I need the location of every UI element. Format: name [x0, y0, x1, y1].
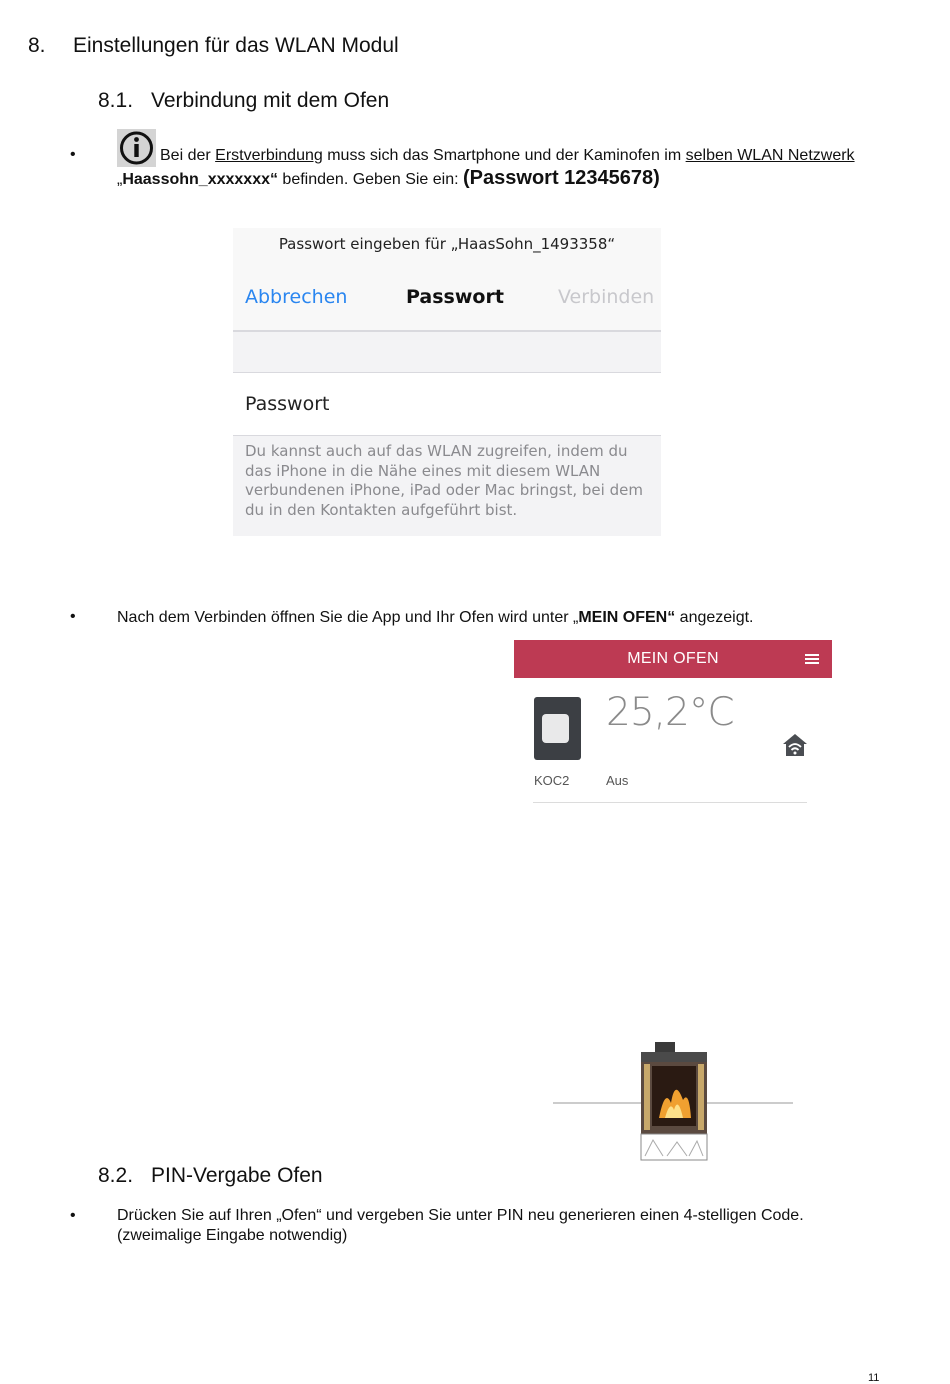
app-title: MEIN OFEN [627, 650, 719, 667]
section-number: 8. [28, 34, 46, 57]
pin-instruction-line2: (zweimalige Eingabe notwendig) [117, 1227, 348, 1244]
subsection-heading-connection [98, 89, 389, 113]
bullet-dot: • [70, 146, 76, 163]
subsection-number: 8.1. [98, 89, 134, 112]
password-dialog-screenshot [233, 228, 661, 536]
password-field-label: Passwort [245, 393, 330, 415]
text-segment: Bei der [160, 147, 216, 164]
cancel-button[interactable]: Abbrechen [245, 286, 348, 308]
bullet-text-network-line [117, 168, 660, 190]
text-segment: Nach dem Verbinden öffnen Sie die App und Ihr Ofen wird unter „ [117, 609, 579, 626]
page-number: 11 [868, 1372, 880, 1384]
bullet-text-first-connection [160, 145, 855, 166]
stove-device-icon[interactable] [534, 697, 581, 760]
app-header-bar [514, 640, 832, 678]
bullet-dot: • [70, 608, 76, 625]
text-segment: angezeigt. [675, 609, 754, 626]
bullet-text-open-app [117, 607, 754, 628]
text-segment: befinden. Geben Sie ein: [277, 171, 464, 188]
device-status: Aus [606, 773, 629, 788]
dialog-title: Passwort [406, 286, 504, 308]
list-divider [533, 802, 807, 803]
password-note: (Passwort 12345678) [463, 167, 660, 189]
dialog-hint-text: Du kannst auch auf das WLAN zugreifen, indem du das iPhone in die Nähe eines mit diesem WLAN verbundenen iPhone, iPad oder Mac bringst, bei dem du in den Kontakten aufgeführt bist. [245, 442, 643, 519]
password-field[interactable] [233, 372, 661, 436]
bullet-dot: • [70, 1207, 76, 1224]
text-segment: muss sich das Smartphone und der Kaminofen im [322, 147, 686, 164]
subsection-heading-pin [98, 1164, 323, 1188]
home-wifi-icon [781, 732, 809, 763]
subsection-title: Verbindung mit dem Ofen [151, 89, 390, 112]
subsection-number: 8.2. [98, 1164, 134, 1187]
underlined-term-same-network: selben WLAN Netzwerk [685, 147, 855, 164]
bullet-text-pin [117, 1206, 804, 1246]
text-segment: „ [117, 171, 123, 188]
info-icon [117, 129, 156, 167]
stove-illustration [553, 1038, 795, 1168]
underlined-term-first-connection: Erstverbindung [215, 147, 323, 164]
device-name: KOC2 [534, 773, 570, 788]
network-name: Haassohn_xxxxxxx“ [122, 171, 278, 188]
section-title: Einstellungen für das WLAN Modul [73, 34, 399, 57]
hamburger-menu-icon[interactable] [805, 654, 819, 666]
connect-button[interactable]: Verbinden [558, 286, 655, 308]
dialog-prompt: Passwort eingeben für „HaasSohn_1493358“ [278, 235, 616, 253]
pin-instruction-line1: Drücken Sie auf Ihren „Ofen“ und vergeben Sie unter PIN neu generieren einen 4-stelligen Code. [117, 1207, 804, 1224]
temperature-value: 25,2°C [606, 690, 734, 735]
section-heading [28, 34, 399, 58]
subsection-title: PIN-Vergabe Ofen [151, 1164, 323, 1187]
mein-ofen-label: MEIN OFEN“ [578, 609, 676, 626]
dialog-header [233, 228, 661, 332]
